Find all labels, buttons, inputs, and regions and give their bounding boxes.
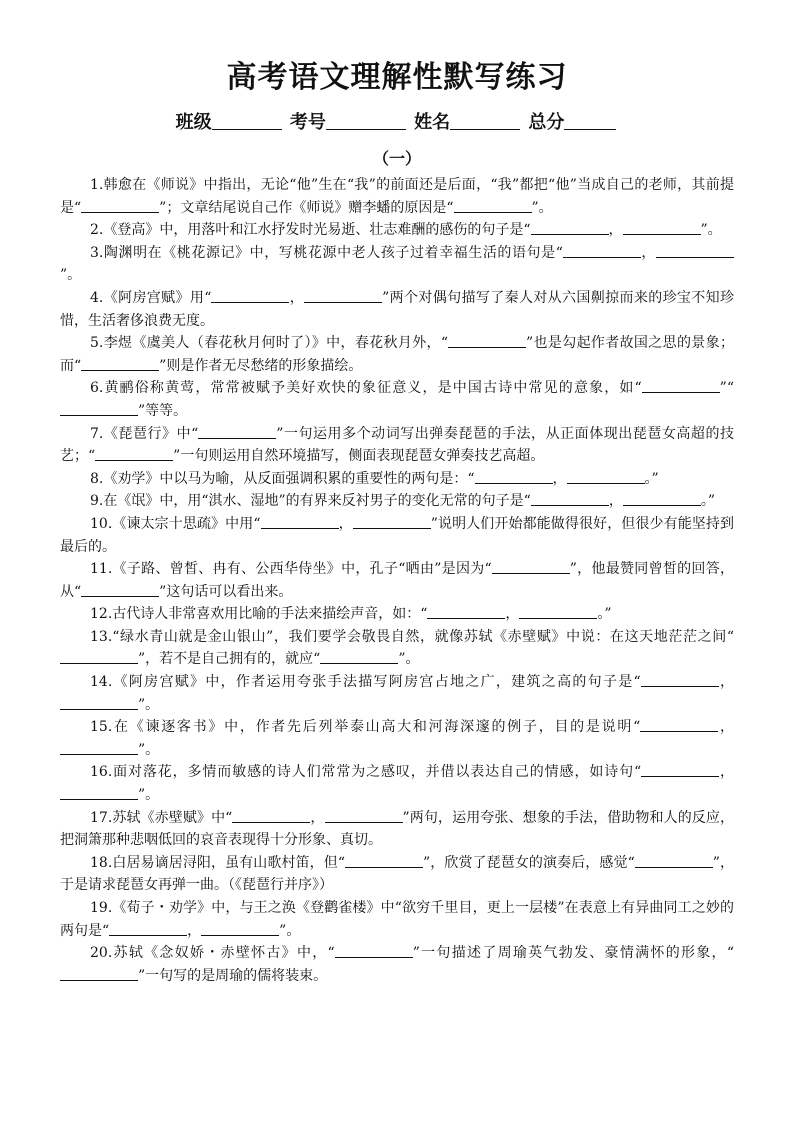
answer-blank[interactable] xyxy=(198,424,276,439)
answer-blank[interactable] xyxy=(454,198,532,213)
question-text: 17.苏轼《赤壁赋》中“ xyxy=(90,809,233,826)
question-item xyxy=(60,490,734,513)
question-text: 14.《阿房宫赋》中，作者运用夸张手法描写阿房宫占地之广，建筑之高的句子是“ xyxy=(90,674,641,691)
score-blank[interactable] xyxy=(564,111,616,130)
answer-blank[interactable] xyxy=(635,853,713,868)
question-item xyxy=(60,716,734,761)
answer-blank[interactable] xyxy=(60,740,138,755)
answer-blank[interactable] xyxy=(60,401,138,416)
answer-blank[interactable] xyxy=(109,921,187,936)
answer-blank[interactable] xyxy=(304,288,382,303)
answer-blank[interactable] xyxy=(475,469,553,484)
page-title: 高考语文理解性默写练习 xyxy=(226,60,568,95)
question-text: 9.在《氓》中，用“淇水、湿地”的有界来反衬男子的变化无常的句子是“ xyxy=(90,493,531,510)
question-text: 20.苏轼《念奴娇・赤壁怀古》中，“ xyxy=(90,945,335,962)
answer-blank[interactable] xyxy=(81,198,159,213)
question-text: ”，欣赏了琵琶女的演奏后，感觉“ xyxy=(423,854,635,871)
question-text: ， xyxy=(640,244,657,261)
answer-blank[interactable] xyxy=(60,649,138,664)
question-text: ， xyxy=(552,470,567,487)
question-text: 19.《荀子・劝学》中，与王之涣《登鹳雀楼》中“欲穷千里目，更上一层楼”在表意上有异曲同工之妙的两句是“ xyxy=(60,900,734,939)
question-text: ， xyxy=(310,809,325,826)
student-info-line xyxy=(60,110,734,136)
question-text: ”。 xyxy=(138,741,160,758)
answer-blank[interactable] xyxy=(335,943,413,958)
question-text: 1.韩愈在《师说》中指出，无论“他”生在“我”的前面还是后面，“我”都把“他”当成自己的老师，其前提是“ xyxy=(60,177,734,216)
answer-blank[interactable] xyxy=(353,514,431,529)
question-item xyxy=(60,942,734,987)
question-text: ”两个对偶句描写了秦人对从六国劓掠而来的珍宝不知珍惜，生活奢侈浪费无度。 xyxy=(60,289,735,329)
answer-blank[interactable] xyxy=(641,762,719,777)
question-text: ， xyxy=(338,515,353,532)
question-text: 7.《琵琶行》中“ xyxy=(90,425,199,442)
question-item xyxy=(60,332,734,377)
answer-blank[interactable] xyxy=(640,717,718,732)
exam-no-blank[interactable] xyxy=(326,111,406,130)
answer-blank[interactable] xyxy=(81,582,159,597)
question-text: ”。 xyxy=(138,787,160,804)
question-item xyxy=(60,807,734,852)
section-heading: （一） xyxy=(372,149,421,168)
answer-blank[interactable] xyxy=(427,604,505,619)
question-text: ”也是勾起作者故国之思的景象；而“ xyxy=(60,335,734,374)
answer-blank[interactable] xyxy=(201,921,279,936)
answer-blank[interactable] xyxy=(448,333,526,348)
question-text: 4.《阿房宫赋》用“ xyxy=(90,289,212,306)
answer-blank[interactable] xyxy=(642,378,720,393)
question-text: ， xyxy=(608,493,623,510)
question-text: ”一句则运用自然环境描写，侧面表现琵琶女弹奏技艺高超。 xyxy=(173,448,545,465)
answer-blank[interactable] xyxy=(60,966,138,981)
question-text: ”；文章结尾说自己作《师说》赠李蟠的原因是“ xyxy=(159,199,454,216)
question-text: ， xyxy=(505,606,520,623)
question-item xyxy=(60,671,734,716)
question-text: ， xyxy=(718,719,735,736)
answer-blank[interactable] xyxy=(492,559,570,574)
answer-blank[interactable] xyxy=(567,469,645,484)
question-text: ”则是作者无尽愁绪的形象描绘。 xyxy=(159,357,363,374)
question-item xyxy=(60,468,734,491)
answer-blank[interactable] xyxy=(211,288,289,303)
answer-blank[interactable] xyxy=(60,785,138,800)
question-item xyxy=(60,287,734,332)
question-text: 。” xyxy=(644,470,659,487)
question-item xyxy=(60,423,734,468)
question-item xyxy=(60,558,734,603)
answer-blank[interactable] xyxy=(345,853,423,868)
answer-blank[interactable] xyxy=(60,695,138,710)
question-text: ， xyxy=(187,922,202,939)
question-text: ”一句描述了周瑜英气勃发、豪情满怀的形象，“ xyxy=(412,945,734,962)
question-item xyxy=(60,377,734,422)
question-text: 5.李煜《虞美人（春花秋月何时了）》中，春花秋月外，“ xyxy=(90,335,449,352)
question-item xyxy=(60,852,734,897)
class-label: 班级 xyxy=(175,112,212,133)
question-text: ”“ xyxy=(719,380,734,397)
question-text: ”。 xyxy=(138,696,160,713)
question-text: ”。 xyxy=(279,922,301,939)
question-text: ， xyxy=(719,764,735,781)
answer-blank[interactable] xyxy=(81,356,159,371)
question-text: 2.《登高》中，用落叶和江水抒发时光易逝、壮志难酬的感伤的句子是“ xyxy=(90,222,531,239)
answer-blank[interactable] xyxy=(519,604,597,619)
question-item xyxy=(60,242,734,287)
answer-blank[interactable] xyxy=(232,808,310,823)
question-item xyxy=(60,761,734,806)
question-text: ”等等。 xyxy=(138,402,188,419)
question-text: 。” xyxy=(597,606,612,623)
answer-blank[interactable] xyxy=(623,491,701,506)
question-text: ”一句运用多个动词写出弹奏琵琶的手法，从正面体现出琵琶女高超的技艺；“ xyxy=(60,425,735,465)
question-text: 12.古代诗人非常喜欢用比喻的手法来描绘声音，如：“ xyxy=(90,606,428,623)
question-text: ”这句话可以看出来。 xyxy=(159,583,293,600)
name-label: 姓名 xyxy=(414,112,451,133)
answer-blank[interactable] xyxy=(623,220,701,235)
answer-blank[interactable] xyxy=(531,220,609,235)
score-label: 总分 xyxy=(528,112,565,133)
question-text: 3.陶渊明在《桃花源记》中，写桃花源中老人孩子过着幸福生活的语句是“ xyxy=(90,244,563,261)
question-text: ”，他最赞同曾皙的回答，从“ xyxy=(60,561,734,600)
answer-blank[interactable] xyxy=(325,808,403,823)
question-text: ”。 xyxy=(700,222,722,239)
answer-blank[interactable] xyxy=(563,243,641,258)
question-text: 。” xyxy=(700,493,715,510)
question-text: 13.“绿水青山就是金山银山”，我们要学会敬畏自然，就像苏轼《赤壁赋》中说：在这天地茫茫之间“ xyxy=(90,628,734,645)
exam-no-label: 考号 xyxy=(289,112,326,133)
question-list xyxy=(60,174,734,987)
question-item xyxy=(60,174,734,219)
question-text: ”。 xyxy=(398,651,420,668)
answer-blank[interactable] xyxy=(531,491,609,506)
question-text: 18.白居易谪居浔阳，虽有山歌村笛，但“ xyxy=(90,854,346,871)
question-text: ”。 xyxy=(60,267,82,284)
question-text: 15.在《谏逐客书》中，作者先后列举泰山高大和河海深邃的例子，目的是说明“ xyxy=(90,719,641,736)
question-text: ”。 xyxy=(531,199,553,216)
answer-blank[interactable] xyxy=(641,672,719,687)
question-item xyxy=(60,219,734,242)
question-text: ， xyxy=(608,222,623,239)
question-item xyxy=(60,513,734,558)
answer-blank[interactable] xyxy=(95,446,173,461)
answer-blank[interactable] xyxy=(261,514,339,529)
question-text: ”一句写的是周瑜的儒将装束。 xyxy=(138,967,328,984)
question-text: ， xyxy=(718,674,735,691)
answer-blank[interactable] xyxy=(656,243,734,258)
question-item xyxy=(60,603,734,626)
class-blank[interactable] xyxy=(212,111,282,130)
question-text: ”，于是请求琵琶女再弹一曲。（《琵琶行并序》） xyxy=(60,854,734,894)
question-text: ， xyxy=(289,289,305,306)
answer-blank[interactable] xyxy=(320,649,398,664)
question-text: 11.《子路、曾皙、冉有、公西华侍坐》中，孔子“哂由”是因为“ xyxy=(90,561,492,578)
question-text: ”，若不是自己拥有的，就应“ xyxy=(138,651,321,668)
question-item xyxy=(60,626,734,671)
question-text: ”两句，运用夸张、想象的手法，借助物和人的反应，把洞箫那种悲咽低回的哀音表现得十分形象、真切。 xyxy=(60,809,735,849)
question-item xyxy=(60,897,734,942)
question-text: 16.面对落花，多情而敏感的诗人们常常为之感叹，并借以表达自己的情感，如诗句“ xyxy=(90,764,642,781)
question-text: ”说明人们开始都能做得很好，但很少有能坚持到最后的。 xyxy=(60,515,735,555)
question-text: 6.黄鹂俗称黄莺，常常被赋予美好欢快的象征意义，是中国古诗中常见的意象，如“ xyxy=(90,380,642,397)
question-text: 8.《劝学》中以马为喻，从反面强调积累的重要性的两句是：“ xyxy=(90,470,475,487)
name-blank[interactable] xyxy=(450,111,520,130)
question-text: 10.《谏太宗十思疏》中用“ xyxy=(90,515,261,532)
